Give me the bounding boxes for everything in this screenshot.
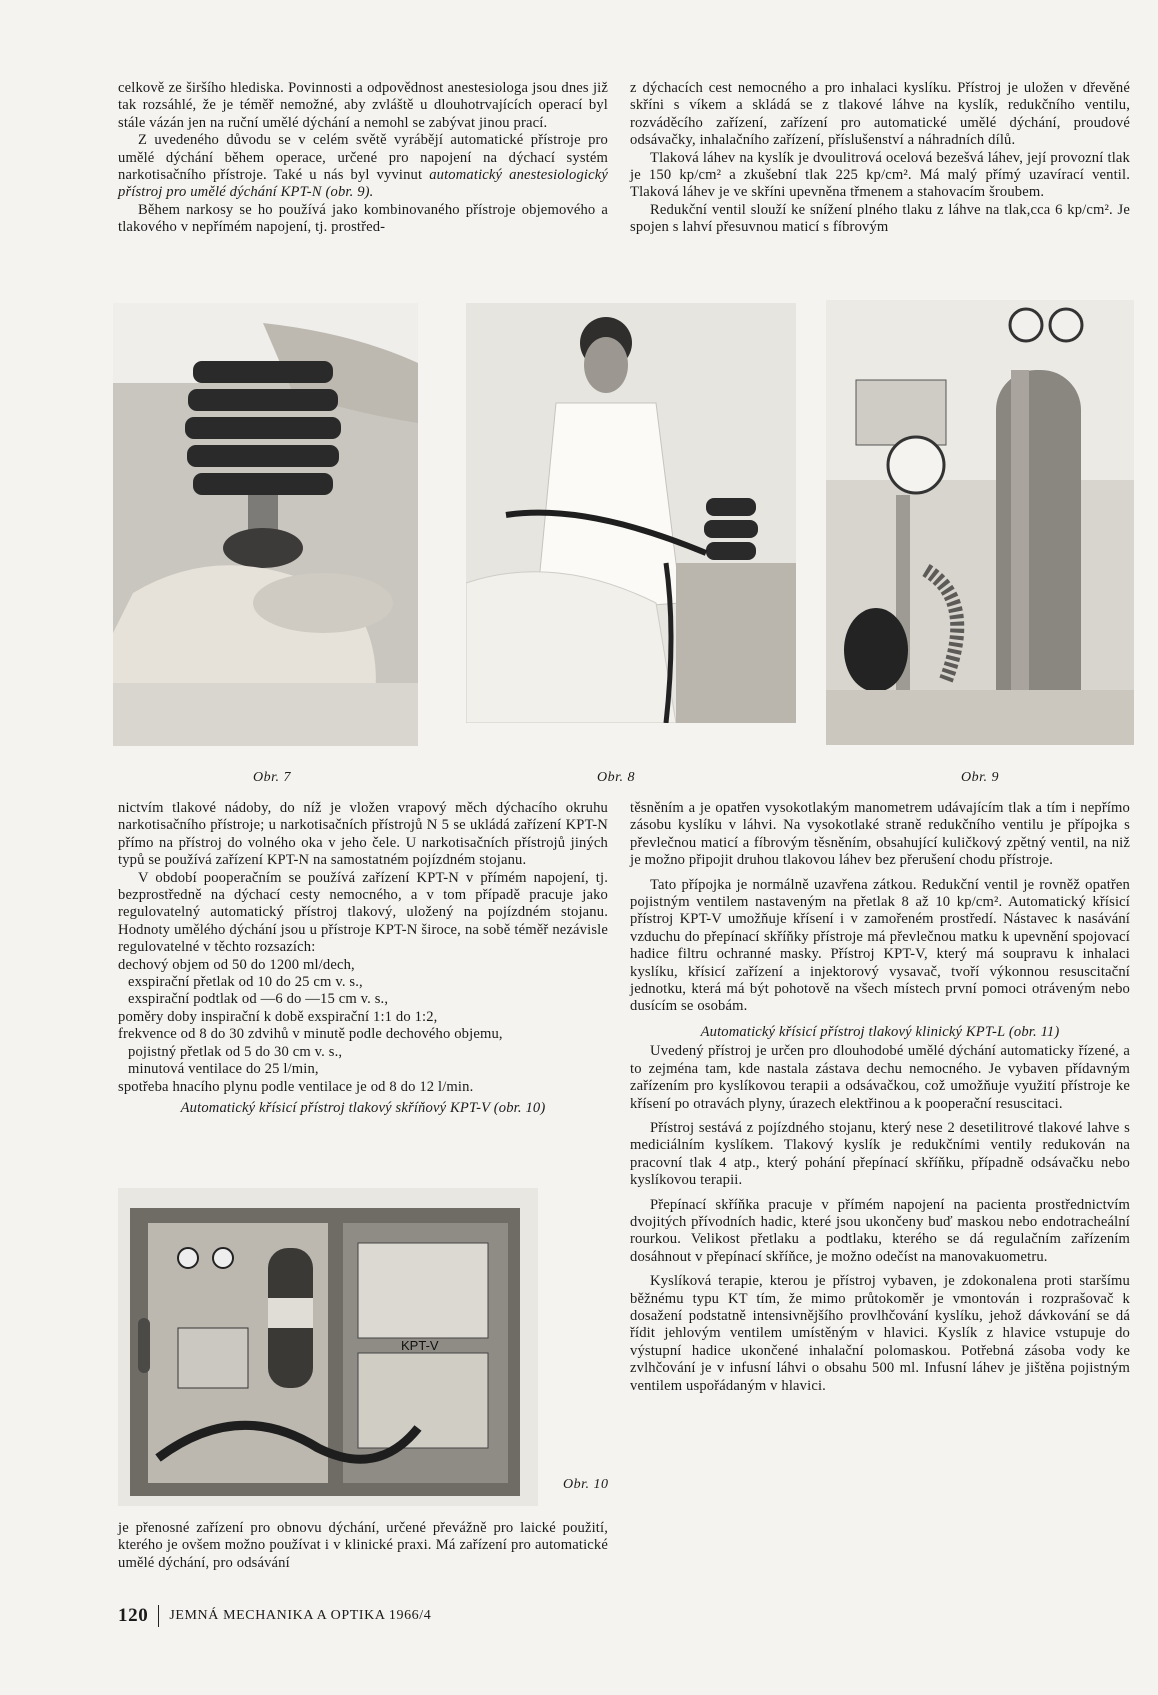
- section-heading-kpt-v: Automatický křísicí přístroj tlakový skříňový KPT-V (obr. 10): [180, 1099, 546, 1116]
- paragraph: Přístroj sestává z pojízdného stojanu, který nese 2 desetilitrové tlakové lahve s mediciálním kyslíkem. Tlakový kyslík je redukčními ventily redukován na pracovní tlak 4 atp., který pohání přepínací skříňku, případně odsávačku nebo kyslíkovou terapii.: [630, 1119, 1130, 1189]
- left-column-bottom: [118, 1520, 608, 1572]
- footer-divider: [158, 1605, 159, 1627]
- paragraph: celkově ze širšího hlediska. Povinnosti a odpovědnost anestesiologa jsou dnes již tak rozsáhlé, že je téměř nemožné, aby zvláště u dlouhotrvajících operací byl stále vázán jen na ruční umělé dýchání a nemohl se zabývat jinou prací.: [118, 80, 608, 131]
- figure-7-photo: [113, 303, 418, 746]
- paragraph: Uvedený přístroj je určen pro dlouhodobé umělé dýchání automaticky řízené, a to zejména tam, kde nastala zástava dechu nemocného. Je vybaven přídavným zařízením pro kyslíkovou terapii a odsávačkou, což umožňuje využití přístroje ke křísení po otravách plyny, úrazech elektřinou a k pooperační resuscitaci.: [630, 1043, 1130, 1112]
- list-item: frekvence od 8 do 30 zdvihů v minutě podle dechového objemu,: [118, 1026, 503, 1043]
- list-item: spotřeba hnacího plynu podle ventilace je od 8 do 12 l/min.: [118, 1078, 474, 1095]
- list-item: dechový objem od 50 do 1200 ml/dech,: [118, 956, 355, 973]
- list-item: exspirační podtlak od —6 do —15 cm v. s.,: [128, 991, 389, 1008]
- right-column-middle: [630, 800, 1130, 1395]
- kpt-v-label: KPT-V: [401, 1338, 439, 1353]
- list-item: minutová ventilace do 25 l/min,: [128, 1061, 319, 1078]
- paragraph: Z uvedeného důvodu se v celém světě vyrábějí automatické přístroje pro umělé dýchání během operace, určené pro napojení na dýchací systém narkotisačního přístroje. Také u nás byl vyvinut automatický anestesiologický přístroj pro umělé dýchání KPT-N (obr. 9).: [118, 132, 608, 201]
- figure-8-caption: Obr. 8: [597, 770, 636, 785]
- figure-10-caption: Obr. 10: [563, 1477, 609, 1492]
- figure-10-photo: [118, 1188, 538, 1506]
- figure-9-caption: Obr. 9: [961, 770, 1000, 785]
- paragraph: Kyslíková terapie, kterou je přístroj vybaven, je zdokonalena proti staršímu běžnému typu KT tím, že mimo průtokoměr je vmontován i rozprašovač k dosažení podstatně intensivnějšího provlhčování kyslíku, jehož dávkování se dá řídit jehlovým ventilem umístěným v hlavici. Kyslík z hlavice vstupuje do výstupní hadice ukončené inhalační polomaskou. Potřebná zásoba vody ke zvlhčování je v infusní láhvi o obsahu 500 ml. Infusní láhev je jištěna pojistným ventilem uspořádaným v hlavici.: [630, 1273, 1130, 1394]
- figure-8-photo: [466, 303, 796, 723]
- list-item: exspirační přetlak od 10 do 25 cm v. s.,: [128, 974, 363, 991]
- parameter-list: [118, 957, 608, 1096]
- page-footer: [118, 1605, 431, 1627]
- paragraph: Přepínací skříňka pracuje v přímém napojení na pacienta prostřednictvím dvojitých přívodních hadic, které jsou ukončeny buď maskou nebo endotracheální rourkou. Velikost přetlaku a podtlaku, kterého se dá regulačním zařízením dosáhnout v přepínací skříňce, je možno odečíst na manovakuometru.: [630, 1196, 1130, 1265]
- figure-7-caption: Obr. 7: [253, 770, 292, 785]
- paragraph: je přenosné zařízení pro obnovu dýchání, určené převážně pro laické použití, kterého je ovšem možno používat i v klinické praxi. Má zařízení pro automatické umělé dýchání, pro odsávání: [118, 1520, 608, 1571]
- paragraph: Během narkosy se ho používá jako kombinovaného přístroje objemového a tlakového v nepřímém napojení, tj. prostřed-: [118, 201, 608, 236]
- figure-9-photo: [826, 300, 1134, 745]
- left-column-top: [118, 80, 608, 237]
- paragraph: Tlaková láhev na kyslík je dvoulitrová ocelová bezešvá láhev, její provozní tlak je 150 kp/cm² a zkušební tlak 225 kp/cm². Má malý přímý uzavírací ventil. Tlaková láhev je ve skříni upevněna třmenem a stahovacím šroubem.: [630, 149, 1130, 201]
- paragraph: z dýchacích cest nemocného a pro inhalaci kyslíku. Přístroj je uložen v dřevěné skříni s víkem a skládá se z tlakové láhve na kyslík, redukčního ventilu, rozváděcího zařízení, zařízení pro automatické umělé dýchání, proudové odsávačky, inhalačního zařízení, příslušenství a náhradních dílů.: [630, 80, 1130, 149]
- journal-name: JEMNÁ MECHANIKA A OPTIKA 1966/4: [169, 1608, 432, 1623]
- paragraph: těsněním a je opatřen vysokotlakým manometrem udávajícím tlak a tím i nepřímo zásobu kyslíku v láhvi. Na vysokotlaké straně redukčního ventilu je přípojka s převlečnou maticí a fíbrovým těsněním, obsahující kuličkový zpětný ventil, na niž je možno připojit druhou tlakovou láhev bez přerušení chodu přístroje.: [630, 800, 1130, 869]
- section-heading-kpt-l: Automatický křísicí přístroj tlakový klinický KPT-L (obr. 11): [700, 1023, 1060, 1040]
- paragraph: nictvím tlakové nádoby, do níž je vložen vrapový měch dýchacího okruhu narkotisačního přístroje; u narkotisačních přístrojů N 5 se ukládá zařízení KPT-N přímo na přístroj do volného oka v jeho čele. U narkotisačních přístrojů jiných typů se používá zařízení KPT-N na samostatném pojízdném stojanu.: [118, 800, 608, 869]
- page-number: 120: [118, 1605, 149, 1626]
- right-column-top: [630, 80, 1130, 237]
- list-item: poměry doby inspirační k době exspirační 1:1 do 1:2,: [118, 1008, 438, 1025]
- paragraph: Tato přípojka je normálně uzavřena zátkou. Redukční ventil je rovněž opatřen pojistným ventilem nastaveným na přetlak 8 až 10 kp/cm². Automatický křísicí přístroj KPT-V umožňuje křísení i v zamořeném prostředí. Nástavec k nasávání vzduchu do přepínací skříňky přístroje má převlečnou matku k upevnění spojovací hadice filtru ochranné masky. Přístroj KPT-V, který má soupravu k inhalaci kyslíku, křísicí zařízení a injektorový vysavač, tvoří výkonnou resuscitační jednotku, která má být pohotově na všech místech první pomoci otráveným nebo dusícím se osobám.: [630, 876, 1130, 1015]
- left-column-middle: [118, 800, 608, 1119]
- paragraph: V období pooperačním se používá zařízení KPT-N v přímém napojení, tj. bezprostředně na dýchací cesty nemocného, a v tom případě pracuje jako regulovatelný automatický přístroj tlakový, uložený na pojízdném stojanu. Hodnoty umělého dýchání jsou u přístroje KPT-N široce, na sobě téměř nezávisle regulovatelné v těchto rozsazích:: [118, 869, 608, 956]
- list-item: pojistný přetlak od 5 do 30 cm v. s.,: [128, 1043, 343, 1060]
- paragraph: Redukční ventil slouží ke snížení plného tlaku z láhve na tlak,cca 6 kp/cm². Je spojen s lahví přesuvnou maticí s fíbrovým: [630, 201, 1130, 236]
